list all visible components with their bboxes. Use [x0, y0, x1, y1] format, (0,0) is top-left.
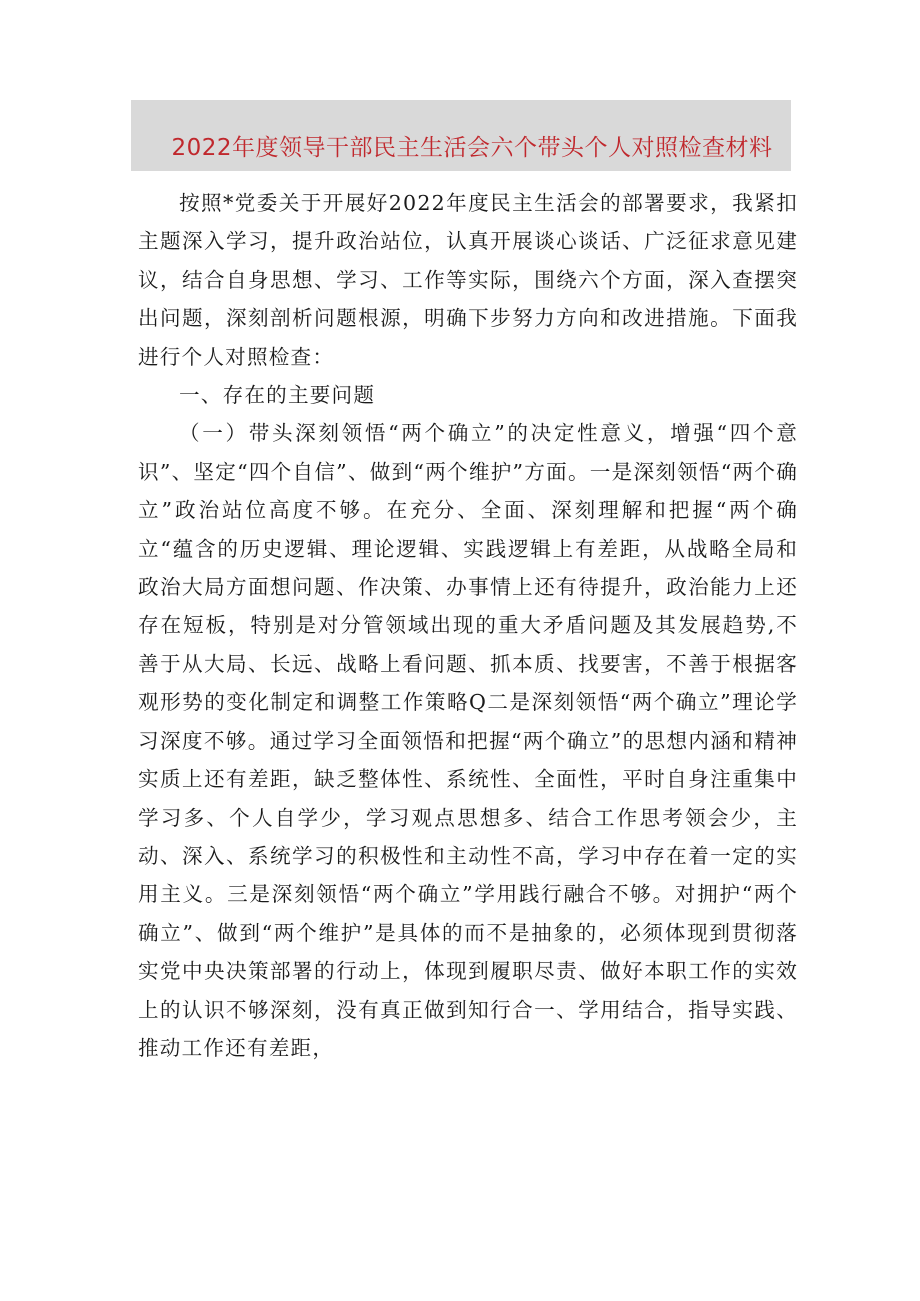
section-heading: 一、存在的主要问题 [179, 383, 376, 408]
document-title: 2022年度领导干部民主生活会六个带头个人对照检查材料 [171, 135, 773, 161]
subsection-paragraph: （一）带头深刻领悟“两个确立”的决定性意义，增强“四个意识”、坚定“四个自信”、做到“两个维护”方面。一是深刻领悟“两个确立”政治站位高度不够。在充分、全面、深刻理解和把握“两个确立“蕴含的历史逻辑、理论逻辑、实践逻辑上有差距，从战略全局和政治大局方面想问题、作决策、办事情上还有待提升，政治能力上还存在短板，特别是对分管领域出现的重大矛盾问题及其发展趋势,不善于从大局、长远、战略上看问题、抓本质、找要害，不善于根据客观形势的变化制定和调整工作策略Q二是深刻领悟“两个确立”理论学习深度不够。通过学习全面领悟和把握“两个确立”的思想内涵和精神实质上还有差距，缺乏整体性、系统性、全面性，平时自身注重集中学习多、个人自学少，学习观点思想多、结合工作思考领会少，主动、深入、系统学习的积极性和主动性不高，学习中存在着一定的实用主义。三是深刻领悟“两个确立”学用践行融合不够。对拥护“两个确立”、做到“两个维护”是具体的而不是抽象的，必须体现到贯彻落实党中央决策部署的行动上，体现到履职尽责、做好本职工作的实效上的认识不够深刻，没有真正做到知行合一、学用结合，指导实践、推动工作还有差距， [138, 421, 798, 1060]
title-banner [131, 100, 791, 171]
intro-paragraph: 按照*党委关于开展好2022年度民主生活会的部署要求，我紧扣主题深入学习，提升政治站位，认真开展谈心谈话、广泛征求意见建议，结合自身思想、学习、工作等实际，围绕六个方面，深入查摆突出问题，深刻剖析问题根源，明确下步努力方向和改进措施。下面我进行个人对照检查： [138, 191, 798, 369]
document-body [138, 184, 798, 1067]
